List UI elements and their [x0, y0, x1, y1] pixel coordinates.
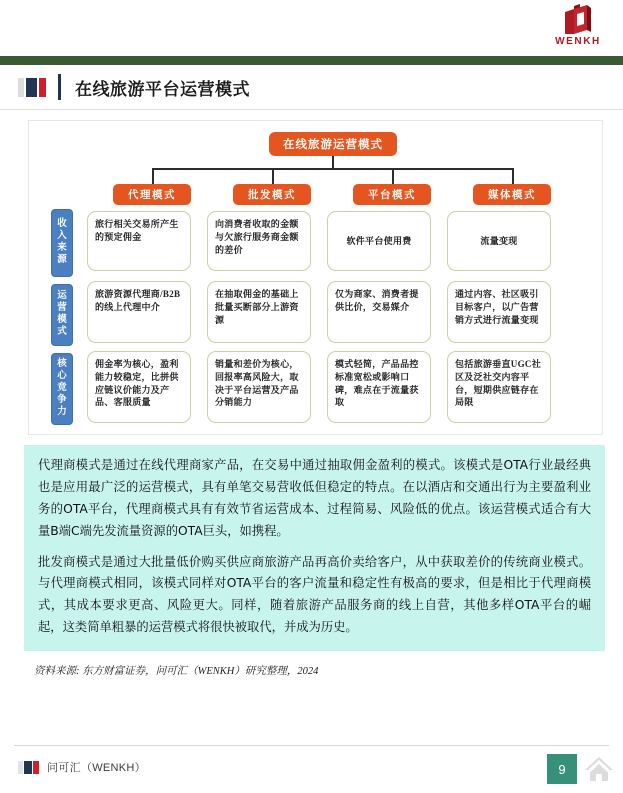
row-label-char: 式 — [57, 326, 67, 337]
row-label-char: 营 — [57, 303, 67, 314]
diagram-root-node: 在线旅游运营模式 — [269, 132, 397, 156]
diagram-cell: 流量变现 — [447, 211, 551, 271]
logo-wordmark: WENKH — [555, 36, 601, 47]
slide-title-bar — [0, 65, 623, 109]
title-underline — [0, 109, 623, 110]
diagram-cell: 销量和差价为核心，回报率高风险大，取决于平台运营及产品分销能力 — [207, 351, 311, 423]
diagram-cell: 包括旅游垂直UGC社区及泛社交内容平台，短期供应链存在局限 — [447, 351, 551, 423]
home-icon[interactable] — [583, 753, 615, 785]
diagram-cell: 软件平台使用费 — [327, 211, 431, 271]
wenkh-logo-icon — [561, 4, 595, 36]
title-divider — [58, 74, 61, 100]
row-label-char: 运 — [57, 291, 67, 302]
diagram-cell: 在抽取佣金的基础上批量买断部分上游资源 — [207, 281, 311, 343]
mode-header-wholesale: 批发模式 — [233, 184, 311, 205]
row-label-char: 收 — [57, 219, 67, 230]
connector-horizontal-bus — [152, 168, 514, 170]
diagram-cell: 向消费者收取的金额与欠旅行服务商金额的差价 — [207, 211, 311, 271]
analysis-text-block — [24, 445, 605, 651]
page-number-badge: 9 — [547, 754, 577, 784]
diagram-cell: 模式轻简，产品品控标准宽松或影响口碑，难点在于流量获取 — [327, 351, 431, 423]
diagram-cell: 仅为商家、消费者提供比价，交易媒介 — [327, 281, 431, 343]
row-label-core-competitiveness — [51, 353, 73, 425]
diagram-cell: 旅行相关交易所产生的预定佣金 — [87, 211, 191, 271]
footer-brand — [18, 759, 146, 775]
paragraph-wholesale-model: 批发商模式是通过大批量低价购买供应商旅游产品再高价卖给客户，从中获取差价的传统商业模式。与代理商模式相同，该模式同样对OTA平台的客户流量和稳定性有极高的要求，但是相比于代理商模式，其成本要求更高、风险更大。同样，随着旅游产品服务商的线上自营，其他多样OTA平台的崛起，这类简单粗暴的运营模式将很快被取代，并成为历史。 — [38, 554, 591, 635]
row-label-char: 源 — [57, 254, 67, 265]
footer-flag-icon — [18, 761, 40, 774]
footer-label: 问可汇（WENKH） — [47, 762, 146, 774]
row-label-operating-mode — [51, 284, 73, 346]
row-label-char: 心 — [57, 371, 67, 382]
row-label-char: 竞 — [57, 383, 67, 394]
header-green-divider — [0, 56, 623, 65]
title-flag-icon — [18, 78, 46, 97]
diagram-cell: 通过内容、社区吸引目标客户，以广告营销方式进行流量变现 — [447, 281, 551, 343]
row-label-char: 争 — [57, 394, 67, 405]
source-note: 资料来源: 东方财富证券，问可汇（WENKH）研究整理，2024 — [34, 666, 319, 677]
row-label-char: 来 — [57, 243, 67, 253]
row-label-char: 模 — [57, 315, 67, 325]
diagram-cell: 佣金率为核心，盈利能力较稳定，比拼供应链议价能力及产品、客服质量 — [87, 351, 191, 423]
row-label-char: 核 — [57, 359, 67, 370]
mode-header-platform: 平台模式 — [353, 184, 431, 205]
row-label-char: 入 — [57, 231, 67, 242]
diagram-cell: 旅游资源代理商/B2B的线上代理中介 — [87, 281, 191, 343]
row-label-revenue-source — [51, 209, 73, 277]
page-header — [0, 0, 623, 56]
footer-divider — [14, 745, 609, 746]
row-label-char: 力 — [57, 406, 67, 417]
brand-logo — [547, 4, 609, 54]
operating-model-diagram — [28, 120, 603, 435]
page-title: 在线旅游平台运营模式 — [75, 79, 250, 99]
mode-header-agency: 代理模式 — [113, 184, 191, 205]
mode-header-media: 媒体模式 — [473, 184, 551, 205]
paragraph-agency-model: 代理商模式是通过在线代理商家产品，在交易中通过抽取佣金盈利的模式。该模式是OTA行业最经典也是应用最广泛的运营模式，具有单笔交易营收低但稳定的特点。在以酒店和交通出行为主要盈利业务的OTA平台，代理商模式具有有效节省运营成本、过程简易、风险低的优点。该运营模式适合有大量B端C端先发流量资源的OTA巨头，如携程。 — [38, 458, 591, 538]
page-footer — [0, 745, 623, 793]
